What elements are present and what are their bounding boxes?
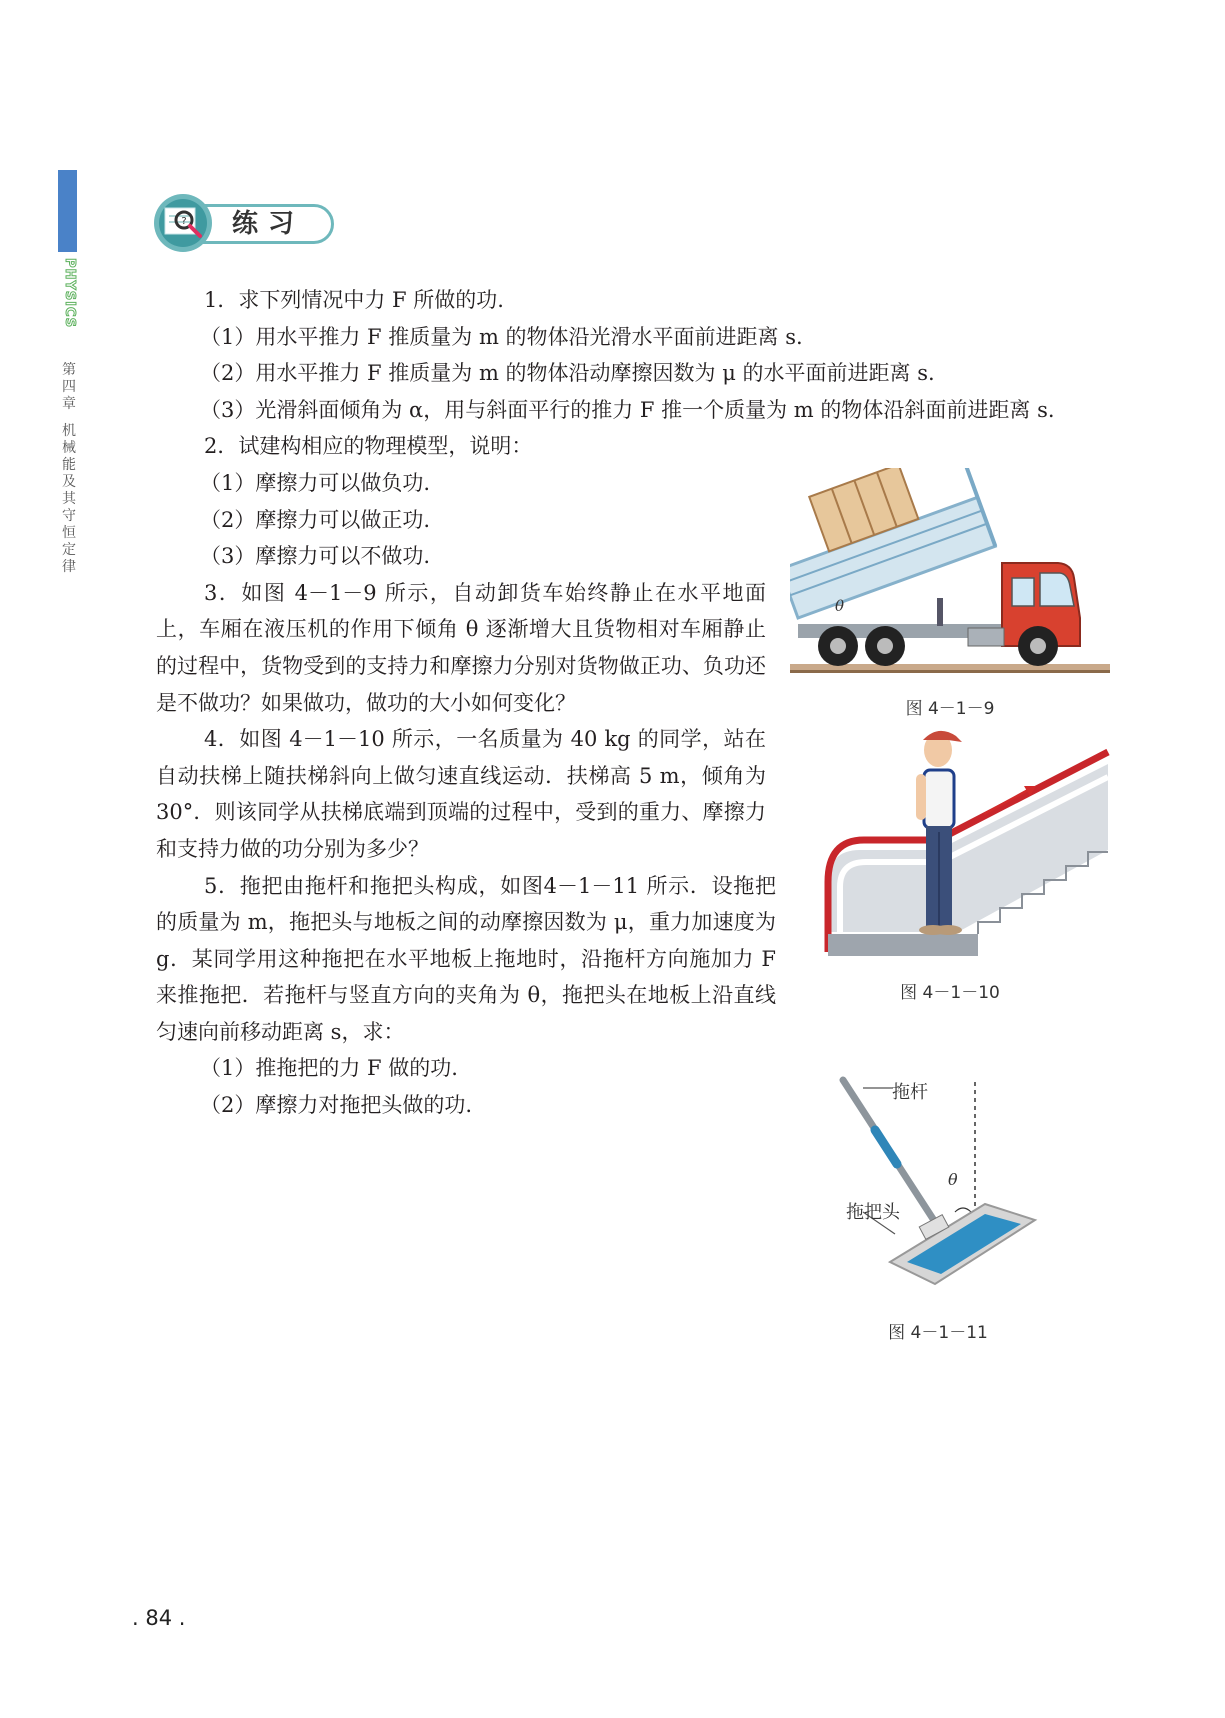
q1-part1: （1）用水平推力 F 推质量为 m 的物体沿光滑水平面前进距离 s. xyxy=(200,324,803,349)
section-title: 练习 xyxy=(232,209,305,239)
magnifier-book-icon xyxy=(152,192,214,254)
fig10-caption: 图 4－1－10 xyxy=(900,983,1000,1003)
q3-text: 3．如图 4－1－9 所示，自动卸货车始终静止在水平地面上，车厢在液压机的作用下倾角 θ 逐渐增大且货物相对车厢静止的过程中，货物受到的支持力和摩擦力分别对货物做正功、负功还是不做功？如果做功，做功的大小如何变化？ xyxy=(156,580,766,715)
exercise-badge xyxy=(152,192,332,254)
subject-label: PHYSICS xyxy=(62,258,77,329)
q4-text: 4．如图 4－1－10 所示，一名质量为 40 kg 的同学，站在自动扶梯上随扶梯斜向上做匀速直线运动．扶梯高 5 m，倾角为 30°．则该同学从扶梯底端到顶端的过程中，受到的重力、摩擦力和支持力做的功分别为多少？ xyxy=(156,727,766,861)
q2-stem: 2．试建构相应的物理模型，说明： xyxy=(204,434,533,459)
mop-figure xyxy=(835,1072,1045,1302)
escalator-figure xyxy=(788,722,1110,957)
chapter-label xyxy=(60,362,78,576)
fig11-angle-label: θ xyxy=(948,1170,958,1189)
dump-truck-figure xyxy=(790,468,1110,683)
q2-part2: （2）摩擦力可以做正功. xyxy=(200,507,431,532)
chapter-title: 机械能及其守恒定律 xyxy=(62,423,76,575)
svg-text:?: ? xyxy=(181,216,187,227)
chapter-number: 第四章 xyxy=(62,362,76,412)
fig11-head-label: 拖把头 xyxy=(846,1202,900,1223)
page-number: . 84 . xyxy=(132,1606,186,1630)
q2-part3: （3）摩擦力可以不做功. xyxy=(200,544,431,569)
chapter-color-tab xyxy=(58,170,77,252)
fig9-caption: 图 4－1－9 xyxy=(905,699,995,719)
q5-text: 5．拖把由拖杆和拖把头构成，如图4－1－11 所示．设拖把的质量为 m，拖把头与地板之间的动摩擦因数为 μ，重力加速度为 g．某同学用这种拖把在水平地板上拖地时，沿拖杆方向施加力 F 来推拖把．若拖杆与竖直方向的夹角为 θ，拖把头在地板上沿直线匀速向前移动距离 s，求： xyxy=(156,873,776,1044)
fig9-angle-label: θ xyxy=(835,597,845,615)
q1-part3: （3）光滑斜面倾角为 α，用与斜面平行的推力 F 推一个质量为 m 的物体沿斜面前进距离 s. xyxy=(200,397,1055,422)
q1-part2: （2）用水平推力 F 推质量为 m 的物体沿动摩擦因数为 μ 的水平面前进距离 s. xyxy=(200,361,935,386)
fig11-caption: 图 4－1－11 xyxy=(888,1323,988,1343)
q5-part1: （1）推拖把的力 F 做的功. xyxy=(200,1056,458,1081)
q5-part2: （2）摩擦力对拖把头做的功. xyxy=(200,1093,473,1118)
fig11-rod-label: 拖杆 xyxy=(892,1082,928,1103)
q1-stem: 1．求下列情况中力 F 所做的功. xyxy=(204,288,504,312)
q2-part1: （1）摩擦力可以做负功. xyxy=(200,470,431,495)
